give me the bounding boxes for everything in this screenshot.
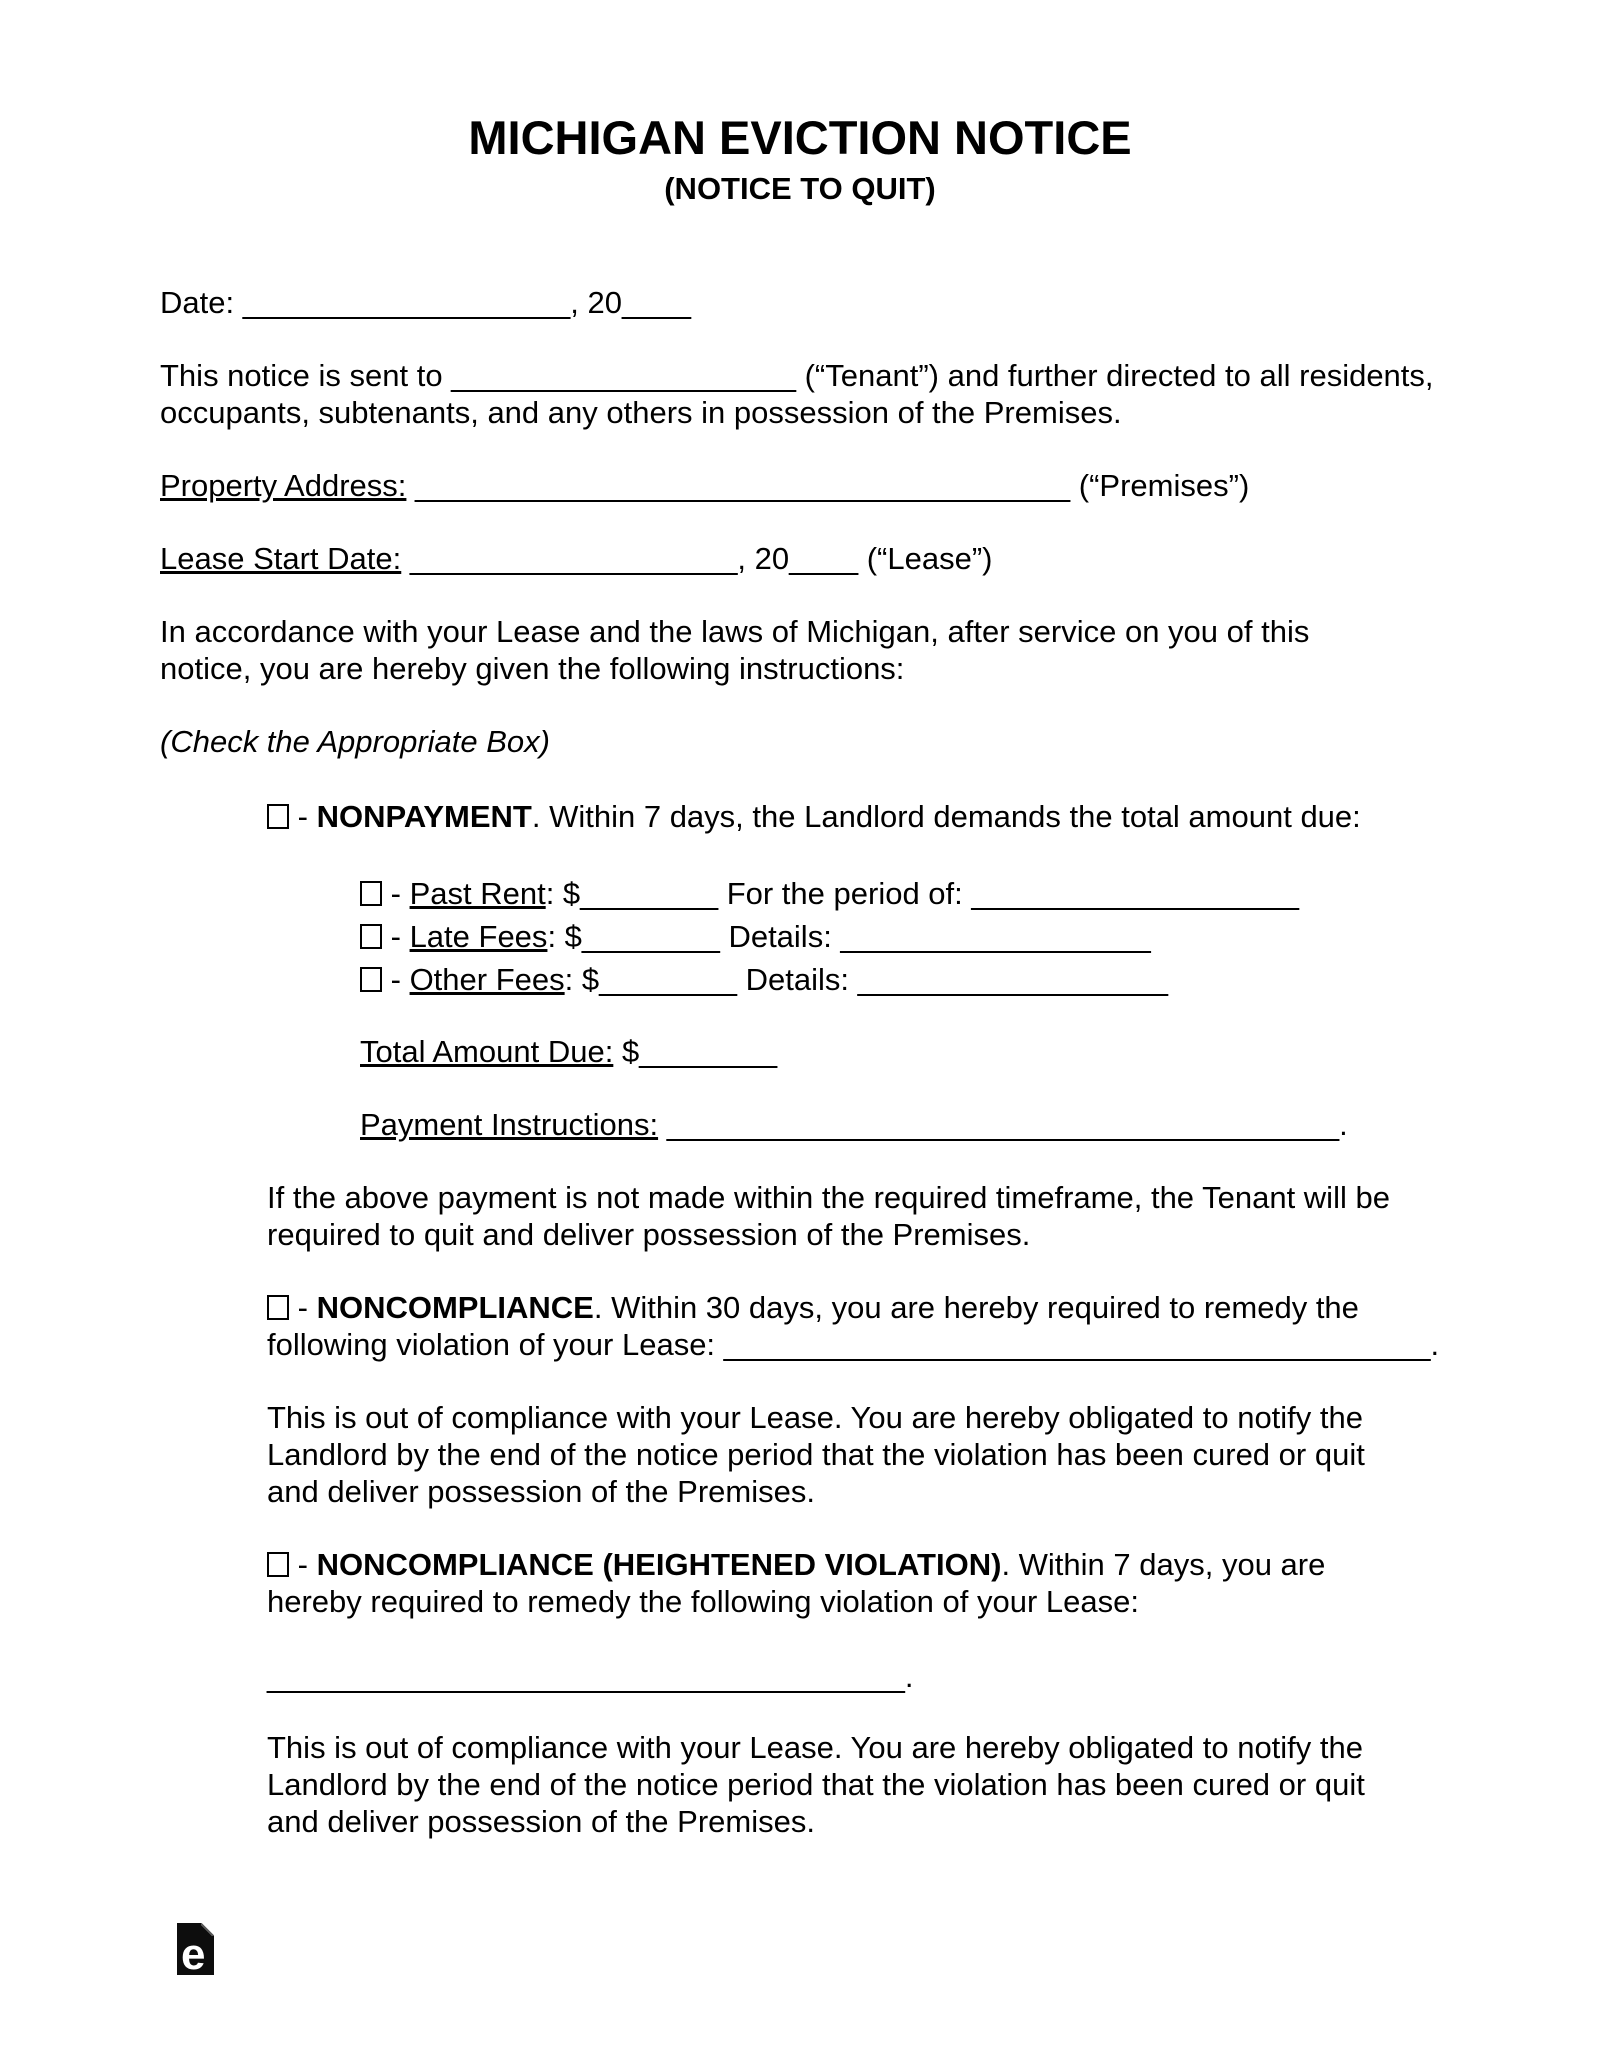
noncompliance-text: . Within 30 days, you are hereby required to remedy the <box>593 1290 1359 1325</box>
page-subtitle: (NOTICE TO QUIT) <box>664 171 936 206</box>
property-address-line <box>160 467 1440 504</box>
date-line: Date: ___________________, 20____ <box>160 285 691 320</box>
nonpayment-checkbox[interactable] <box>267 804 289 829</box>
late-fees-blank: : $________ Details: __________________ <box>547 919 1151 954</box>
fees-block <box>360 872 1440 1001</box>
text-line: required to quit and deliver possession of the Premises. <box>267 1217 1031 1252</box>
dash-separator: - <box>382 919 410 954</box>
total-amount-due-line <box>360 1033 1440 1070</box>
lease-start-date-line <box>160 540 1440 577</box>
lease-start-date-label: Lease Start Date: <box>160 541 402 576</box>
late-fees-checkbox[interactable] <box>360 924 382 949</box>
past-rent-label: Past Rent <box>409 876 546 911</box>
noncompliance-label: NONCOMPLIANCE <box>316 1290 594 1325</box>
text-line: Landlord by the end of the notice period that the violation has been cured or quit <box>267 1437 1365 1472</box>
text-line: Landlord by the end of the notice period that the violation has been cured or quit <box>267 1767 1365 1802</box>
noncompliance-blank-line: following violation of your Lease: _________________________________________. <box>267 1327 1440 1362</box>
check-box-instruction: (Check the Appropriate Box) <box>160 724 550 759</box>
nonpayment-label: NONPAYMENT <box>316 799 532 834</box>
past-rent-checkbox[interactable] <box>360 881 382 906</box>
other-fees-checkbox[interactable] <box>360 967 382 992</box>
payment-instructions-line <box>360 1106 1440 1143</box>
text-line: In accordance with your Lease and the laws of Michigan, after service on you of this <box>160 614 1310 649</box>
other-fees-label: Other Fees <box>409 962 565 997</box>
text-line: and deliver possession of the Premises. <box>267 1804 815 1839</box>
accordance-paragraph <box>160 613 1440 687</box>
total-amount-due-label: Total Amount Due: <box>360 1034 614 1069</box>
heightened-violation-line <box>267 1546 1440 1583</box>
noncompliance-checkbox[interactable] <box>267 1295 289 1320</box>
late-fees-label: Late Fees <box>409 919 548 954</box>
payment-consequence-paragraph <box>267 1179 1440 1253</box>
intro-paragraph <box>160 357 1440 431</box>
property-address-label: Property Address: <box>160 468 407 503</box>
lease-start-date-blank: ___________________, 20____ (“Lease”) <box>401 541 993 576</box>
heightened-violation-paragraph <box>267 1546 1440 1620</box>
eforms-logo-letter: e <box>181 1930 206 1979</box>
dash-separator: - <box>289 1290 317 1325</box>
text-line: occupants, subtenants, and any others in possession of the Premises. <box>160 395 1122 430</box>
text-line: notice, you are hereby given the following instructions: <box>160 651 905 686</box>
heightened-violation-checkbox[interactable] <box>267 1552 289 1577</box>
late-fees-line <box>360 915 1440 958</box>
total-amount-due-blank: $________ <box>613 1034 778 1069</box>
dash-separator: - <box>382 962 410 997</box>
dash-separator: - <box>289 1547 317 1582</box>
text-line: and deliver possession of the Premises. <box>267 1474 815 1509</box>
page-title: MICHIGAN EVICTION NOTICE <box>468 111 1132 164</box>
heightened-violation-blank: _____________________________________. <box>267 1659 914 1694</box>
noncompliance-paragraph <box>267 1289 1440 1363</box>
noncompliance-line <box>267 1289 1440 1326</box>
compliance-notice-paragraph <box>267 1399 1440 1510</box>
nonpayment-line <box>267 798 1440 835</box>
heightened-violation-text: . Within 7 days, you are <box>1001 1547 1326 1582</box>
past-rent-line <box>360 872 1440 915</box>
payment-instructions-blank: _______________________________________. <box>658 1107 1348 1142</box>
property-address-blank: ______________________________________ (“Premises”) <box>406 468 1250 503</box>
text-line: This notice is sent to ____________________ (“Tenant”) and further directed to all residents, <box>160 358 1434 393</box>
text-line: This is out of compliance with your Lease. You are hereby obligated to notify the <box>267 1730 1364 1765</box>
dash-separator: - <box>382 876 410 911</box>
other-fees-blank: : $________ Details: __________________ <box>564 962 1168 997</box>
text-line: If the above payment is not made within the required timeframe, the Tenant will be <box>267 1180 1390 1215</box>
other-fees-line <box>360 958 1440 1001</box>
payment-instructions-label: Payment Instructions: <box>360 1107 659 1142</box>
heightened-violation-label: NONCOMPLIANCE (HEIGHTENED VIOLATION) <box>316 1547 1002 1582</box>
text-line: This is out of compliance with your Lease. You are hereby obligated to notify the <box>267 1400 1364 1435</box>
compliance-notice-paragraph <box>267 1729 1440 1840</box>
eforms-logo <box>177 1923 214 1979</box>
past-rent-blank: : $________ For the period of: ___________________ <box>545 876 1299 911</box>
text-line: hereby required to remedy the following violation of your Lease: <box>267 1584 1139 1619</box>
dash-separator: - <box>289 799 317 834</box>
nonpayment-text: . Within 7 days, the Landlord demands the total amount due: <box>531 799 1361 834</box>
